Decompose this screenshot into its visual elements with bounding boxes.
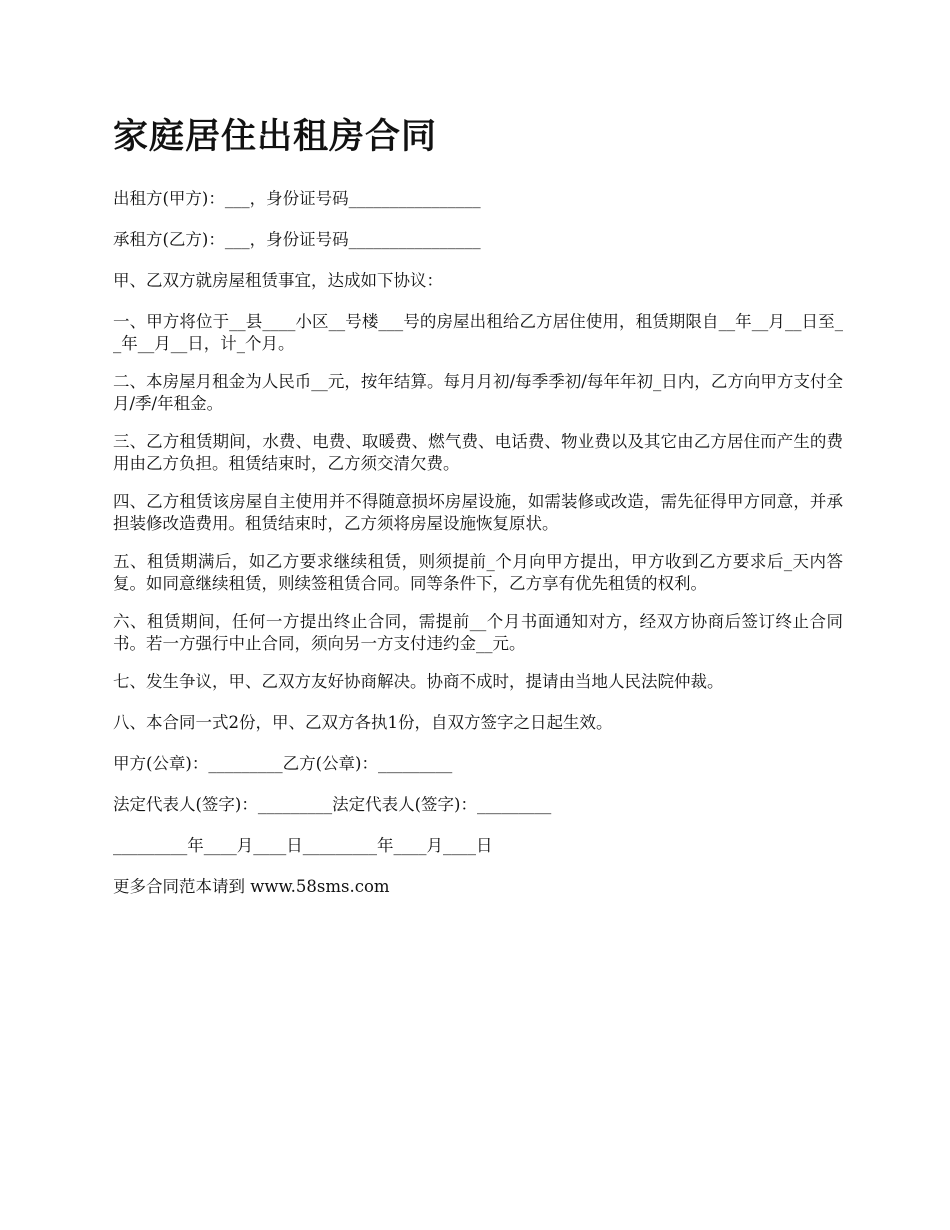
- seal-line: 甲方(公章)：_________乙方(公章)：_________: [113, 754, 453, 773]
- document-title: 家庭居住出租房合同: [113, 116, 438, 157]
- clause-5: 五、租赁期满后，如乙方要求继续租赁，则须提前_个月向甲方提出，甲方收到乙方要求后_天内答复。如同意继续租赁，则续签租赁合同。同等条件下，乙方享有优先租赁的权利。: [113, 552, 843, 593]
- contract-document: [113, 112, 843, 917]
- clause-4: 四、乙方租赁该房屋自主使用并不得随意损坏房屋设施，如需装修或改造，需先征得甲方同意，并承担装修改造费用。租赁结束时，乙方须将房屋设施恢复原状。: [113, 492, 843, 533]
- lessor-line: 出租方(甲方)：___，身份证号码________________: [113, 189, 481, 208]
- clause-1: 一、甲方将位于__县____小区__号楼___号的房屋出租给乙方居住使用，租赁期限自__年__月__日至__年__月__日，计_个月。: [113, 312, 843, 353]
- clause-2: 二、本房屋月租金为人民币__元，按年结算。每月月初/每季季初/每年年初_日内，乙方向甲方支付全月/季/年租金。: [113, 372, 843, 413]
- signature-line: 法定代表人(签字)：_________法定代表人(签字)：_________: [113, 795, 552, 814]
- clause-3: 三、乙方租赁期间，水费、电费、取暖费、燃气费、电话费、物业费以及其它由乙方居住而产生的费用由乙方负担。租赁结束时，乙方须交清欠费。: [113, 432, 843, 473]
- agreement-intro: 甲、乙双方就房屋租赁事宜，达成如下协议：: [113, 271, 443, 290]
- footer-note: 更多合同范本请到 www.58sms.com: [113, 877, 390, 896]
- lessee-line: 承租方(乙方)：___，身份证号码________________: [113, 230, 481, 249]
- clause-7: 七、发生争议，甲、乙双方友好协商解决。协商不成时，提请由当地人民法院仲裁。: [113, 672, 724, 691]
- clause-6: 六、租赁期间，任何一方提出终止合同，需提前__个月书面通知对方，经双方协商后签订终止合同书。若一方强行中止合同，须向另一方支付违约金__元。: [113, 612, 843, 653]
- date-line: _________年____月____日_________年____月____日: [113, 836, 493, 855]
- clause-8: 八、本合同一式2份，甲、乙双方各执1份，自双方签字之日起生效。: [113, 713, 613, 732]
